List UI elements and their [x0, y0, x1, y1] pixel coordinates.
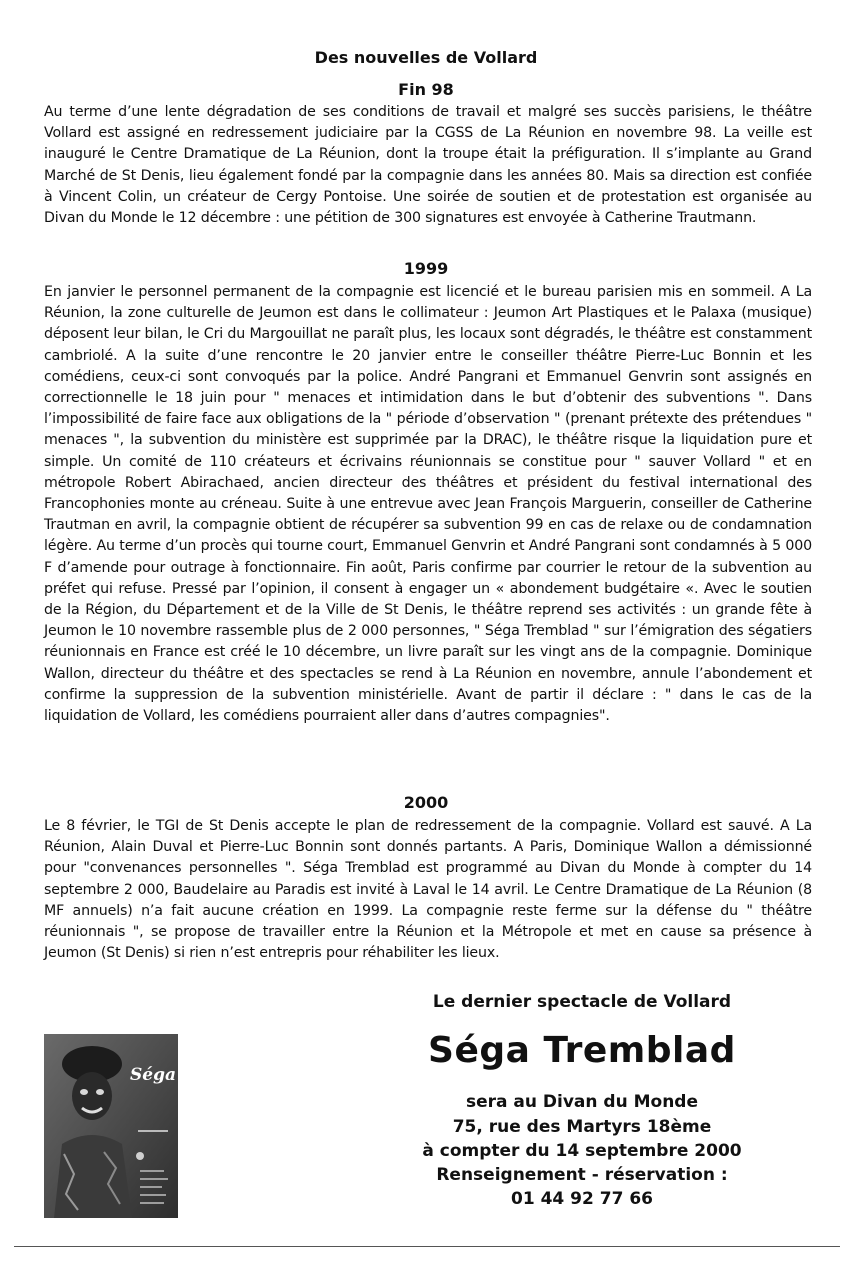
poster-title: Séga [130, 1065, 176, 1085]
section-text-1999: En janvier le personnel permanent de la compagnie est licencié et le bureau parisien mis en sommeil. A La Réunion, la zone culturelle de Jeumon est dans le collimateur : Jeumon Art Plastiques et le Palaxa (musique) déposent leur bilan, le Cri du Margouillat ne paraît plus, les locaux sont dégradés, le théâtre est constamment cambriolé. A la suite d’une rencontre le 20 janvier entre le conseiller théâtre Pierre-Luc Bonnin et les comédiens, ceux-ci sont convoqués par la police. André Pangrani et Emmanuel Genvrin sont assignés en correctionnelle le 18 juin pour " menaces et intimidation dans le but d’obtenir des subventions ". Dans l’impossibilité de faire face aux obligations de la " période d’observation " (prenant prétexte des prétendues " menaces ", la subvention du ministère est supprimée par la DRAC), le théâtre risque la liquidation pure et simple. Un comité de 110 créateurs et écrivains réunionnais se constitue pour " sauver Vollard " et en métropole Robert Abirachaed, ancien directeur des théâtres et président du festival international des Francophonies monte au créneau. Suite à une entrevue avec Jean François Marguerin, conseiller de Catherine Trautman en avril, la compagnie obtient de récupérer sa subvention 99 en cas de relaxe ou de condamnation légère. Au terme d’un procès qui tourne court, Emmanuel Genvrin et André Pangrani sont condamnés à 5 000 F d’amende pour outrage à fonctionnaire. Fin août, Paris confirme par courrier le retour de la subvention au préfet qui refuse. Pressé par l’opinion, il consent à engager un « abondement budgétaire «. Avec le soutien de la Région, du Département et de la Ville de St Denis, le théâtre reprend ses activités : un grande fête à Jeumon le 10 novembre rassemble plus de 2 000 personnes, " Séga Tremblad " sur l’émigration des ségatiers réunionnais en France est créé le 10 décembre, un livre paraît sur les vingt ans de la compagnie. Dominique Wallon, directeur du théâtre et des spectacles se rend à La Réunion en novembre, annule l’abondement et confirme la suppression de la subvention ministérielle. Avant de partir il déclare : " dans le cas de la liquidation de Vollard, les comédiens pourraient aller dans d’autres compagnies". [44, 284, 812, 725]
poster-image [44, 1034, 178, 1218]
section-heading-1999: 1999 [403, 259, 449, 278]
section-heading-fin-98: Fin 98 [398, 80, 454, 99]
promo-venue: sera au Divan du Monde [465, 1092, 698, 1112]
page-title: Des nouvelles de Vollard [314, 48, 538, 67]
promo-date: à compter du 14 septembre 2000 [422, 1141, 742, 1161]
promo-subtitle: Le dernier spectacle de Vollard [432, 992, 732, 1012]
promo-address: 75, rue des Martyrs 18ème [452, 1117, 712, 1137]
poster-illustration [44, 1034, 178, 1218]
bottom-rule [14, 1246, 840, 1247]
promo-phone: 01 44 92 77 66 [511, 1189, 653, 1209]
section-heading-2000: 2000 [403, 793, 449, 812]
section-text-fin-98: Au terme d’une lente dégradation de ses conditions de travail et malgré ses succès parisiens, le théâtre Vollard est assigné en redressement judiciaire par la CGSS de La Réunion en novembre 98. La veille est inauguré le Centre Dramatique de La Réunion, dont la troupe était la préfiguration. Il s’implante au Grand Marché de St Denis, lieu également fondé par la compagnie dans les années 80. Mais sa direction est confiée à Vincent Colin, un créateur de Cergy Pontoise. Une soirée de soutien et de protestation est organisée au Divan du Monde le 12 décembre : une pétition de 300 signatures est envoyée à Catherine Trautmann. [44, 104, 812, 227]
promo-show-title: Séga Tremblad [428, 1030, 736, 1071]
section-text-2000: Le 8 février, le TGI de St Denis accepte le plan de redressement de la compagnie. Vollard est sauvé. A La Réunion, Alain Duval et Pierre-Luc Bonnin sont donnés partants. A Paris, Dominique Wallon a démissionné pour "convenances personnelles ". Séga Tremblad est programmé au Divan du Monde à compter du 14 septembre 2 000, Baudelaire au Paradis est invité à Laval le 14 avril. Le Centre Dramatique de La Réunion (8 MF annuels) n’a fait aucune création en 1999. La compagnie reste ferme sur la défense du " théâtre réunionnais ", se propose de travailler entre la Réunion et la Métropole et met en cause sa présence à Jeumon (St Denis) si rien n’est entrepris pour réhabiliter les lieux. [44, 818, 812, 962]
promo-info: Renseignement - réservation : [436, 1165, 728, 1185]
